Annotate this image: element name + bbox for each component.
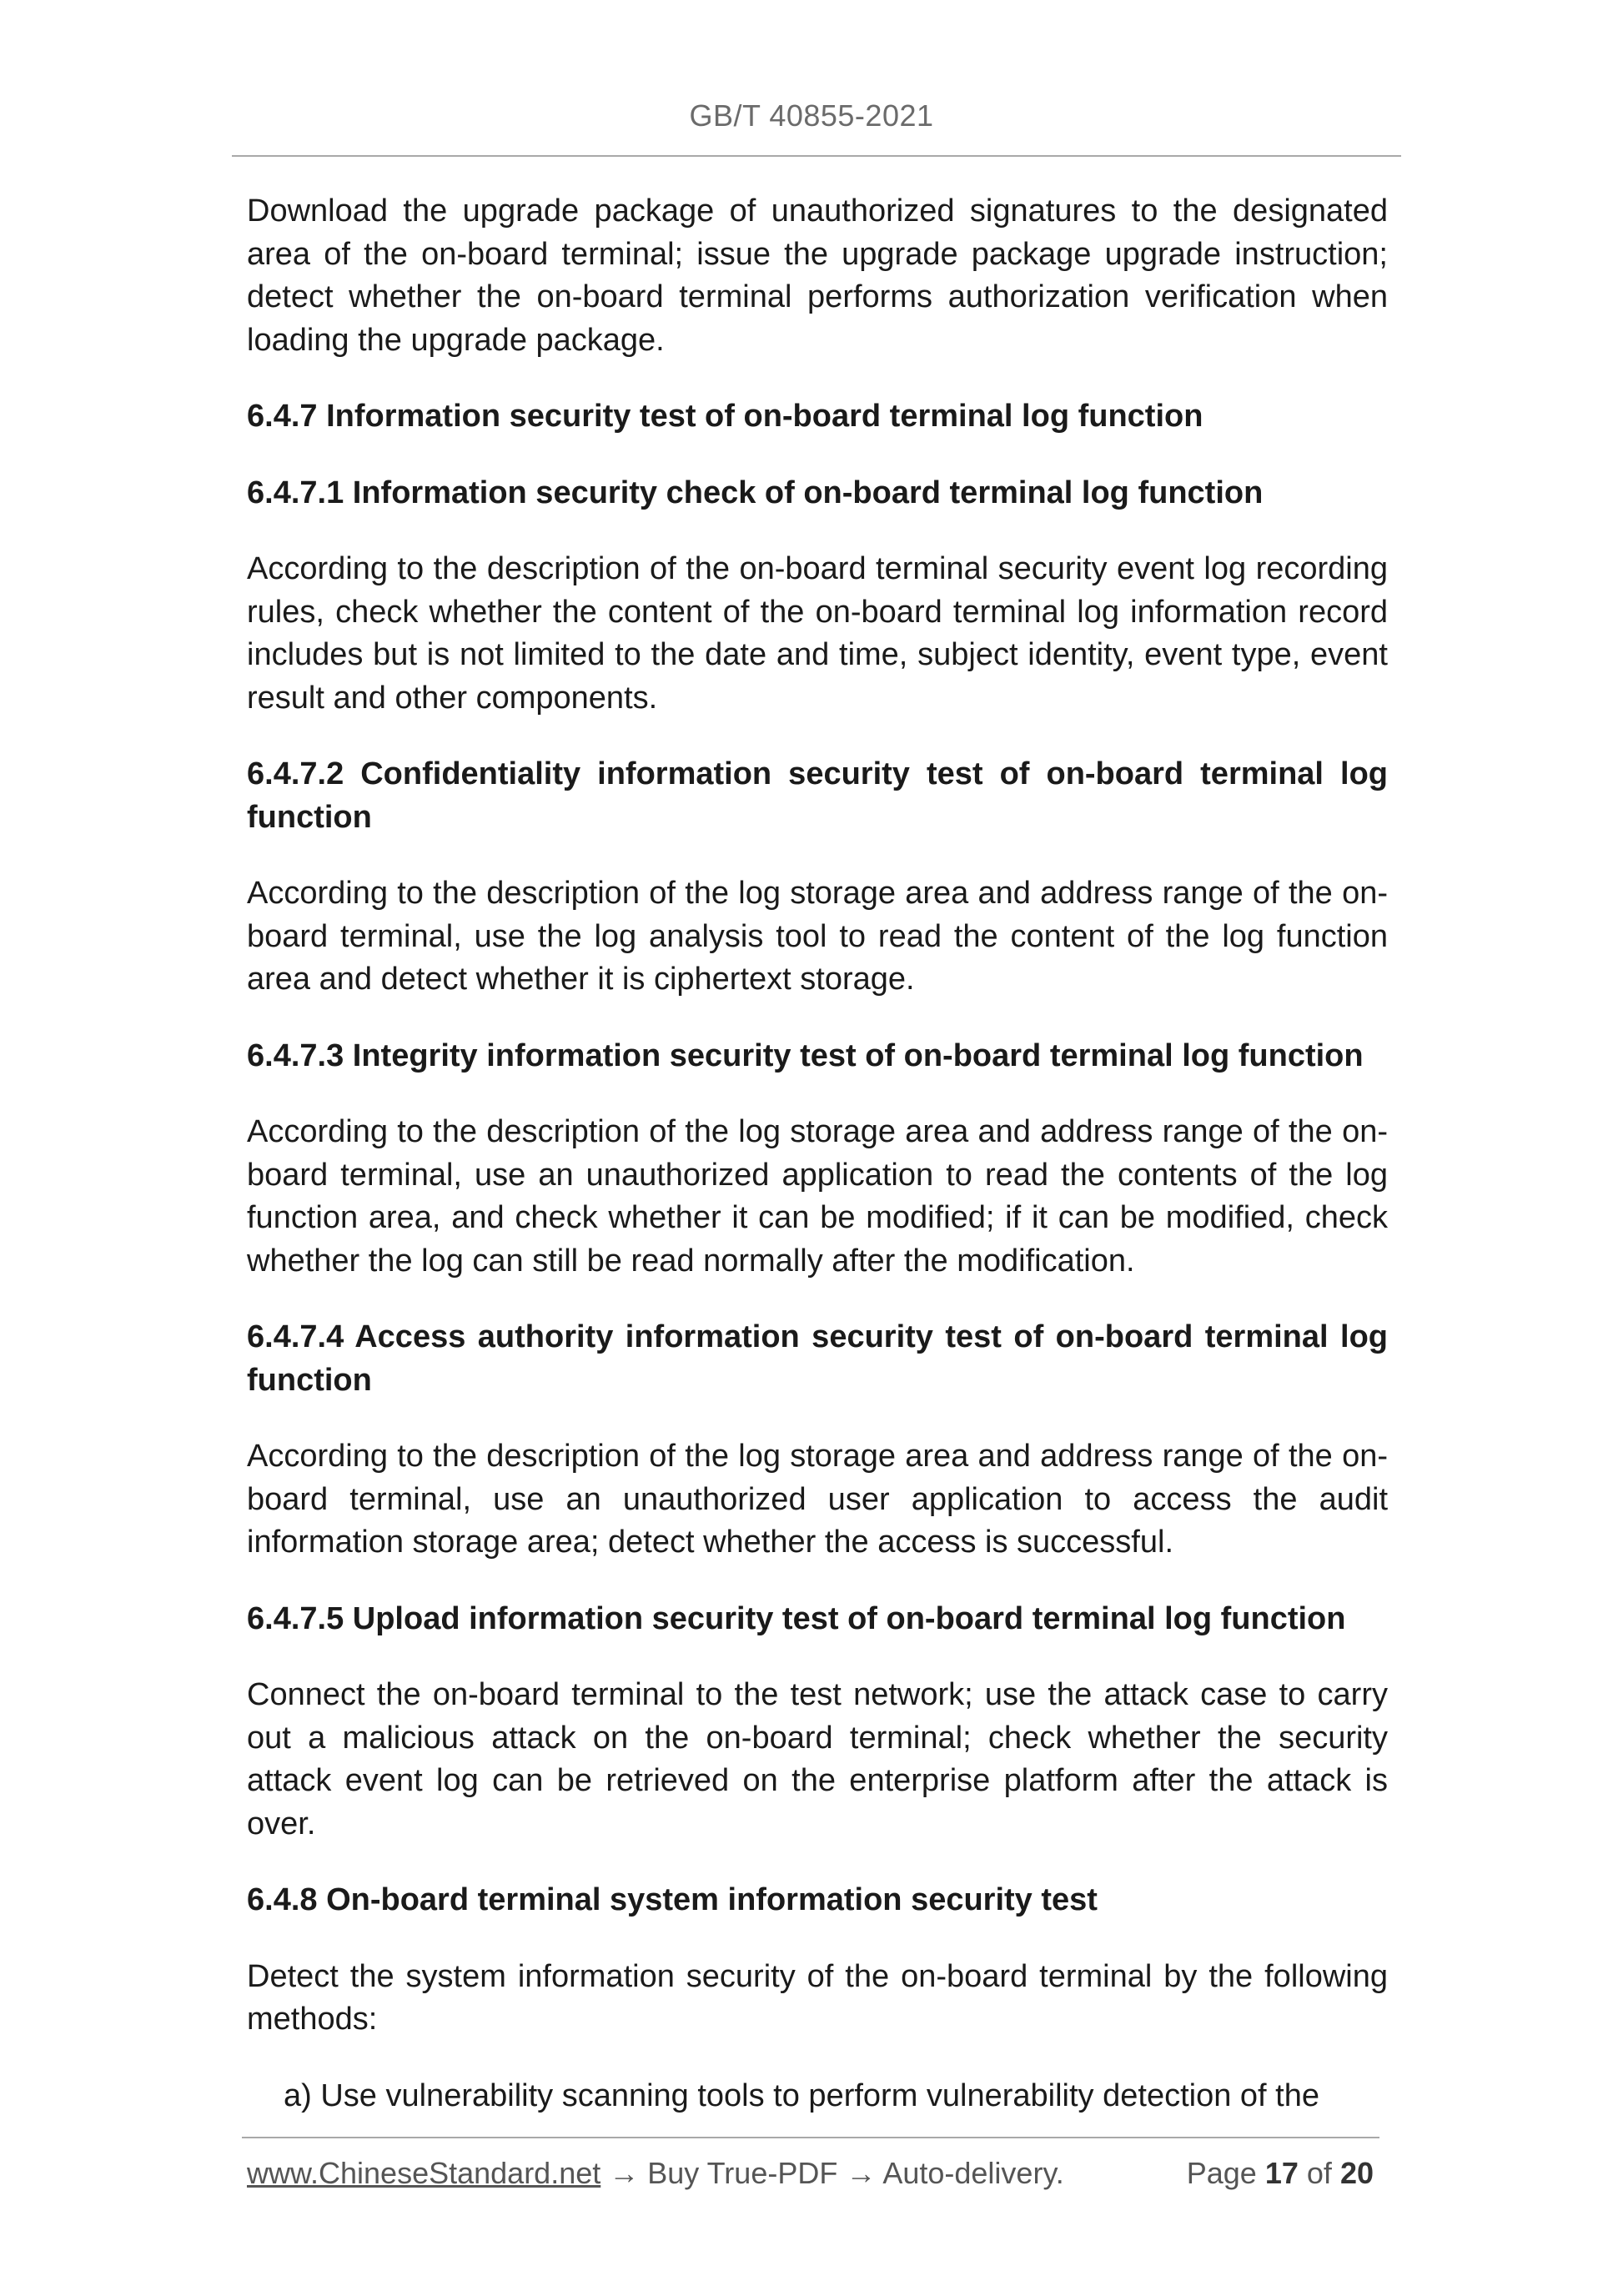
page-of-label: of [1306,2156,1332,2190]
paragraph-6-4-7-2: According to the description of the log storage area and address range of the on-board terminal, use the log analysis tool to read the content of the log function area and detect whether it is ciphertext storage. [247,876,1388,997]
footer-promo [247,2156,1064,2191]
section-heading-6-4-7-1: 6.4.7.1 Information security check of on-board terminal log function [247,475,1264,510]
footer-promo-text: → Buy True-PDF → Auto-delivery. [609,2156,1064,2190]
paragraph-6-4-7-1: According to the description of the on-board terminal security event log recording rules, check whether the content of the on-board terminal log information record includes but is not limited to the date and time, subject identity, event type, event result and other components. [247,551,1388,716]
list-item-a: a) Use vulnerability scanning tools to perform vulnerability detection of the [284,2077,1319,2113]
section-heading-6-4-8: 6.4.8 On-board terminal system information security test [247,1882,1098,1917]
page-label: Page [1186,2156,1257,2190]
paragraph-6-4-7-3: According to the description of the log storage area and address range of the on-board terminal, use an unauthorized application to read the contents of the log function area, and check whether it can be modified; if it can be modified, check whether the log can still be read normally after the modification. [247,1114,1388,1279]
paragraph-6-4-8: Detect the system information security of the on-board terminal by the following methods: [247,1958,1388,2037]
section-heading-6-4-7-2: 6.4.7.2 Confidentiality information security test of on-board terminal log function [247,756,1388,835]
page-indicator [1187,2156,1374,2191]
website-link[interactable]: www.ChineseStandard.net [247,2156,601,2190]
page-footer [247,2156,1381,2198]
header-divider [232,155,1401,157]
page-total: 20 [1339,2156,1374,2190]
section-heading-6-4-7: 6.4.7 Information security test of on-board terminal log function [247,399,1203,434]
intro-paragraph: Download the upgrade package of unauthorized signatures to the designated area of the on-board terminal; issue the upgrade package upgrade instruction; detect whether the on-board terminal performs authorization verification when loading the upgrade package. [247,193,1388,358]
page-current: 17 [1264,2156,1299,2190]
footer-divider [242,2137,1379,2138]
document-body [247,190,1388,2118]
paragraph-6-4-7-5: Connect the on-board terminal to the test network; use the attack case to carry out a malicious attack on the on-board terminal; check whether the security attack event log can be retrieved on the enterprise platform after the attack is over. [247,1677,1388,1841]
section-heading-6-4-7-4: 6.4.7.4 Access authority information security test of on-board terminal log function [247,1319,1388,1398]
section-heading-6-4-7-3: 6.4.7.3 Integrity information security test of on-board terminal log function [247,1037,1364,1073]
paragraph-6-4-7-4: According to the description of the log storage area and address range of the on-board terminal, use an unauthorized user application to access the audit information storage area; detect whether the access is successful. [247,1439,1388,1560]
page-header-title: GB/T 40855-2021 [689,98,934,133]
section-heading-6-4-7-5: 6.4.7.5 Upload information security test of on-board terminal log function [247,1600,1346,1636]
